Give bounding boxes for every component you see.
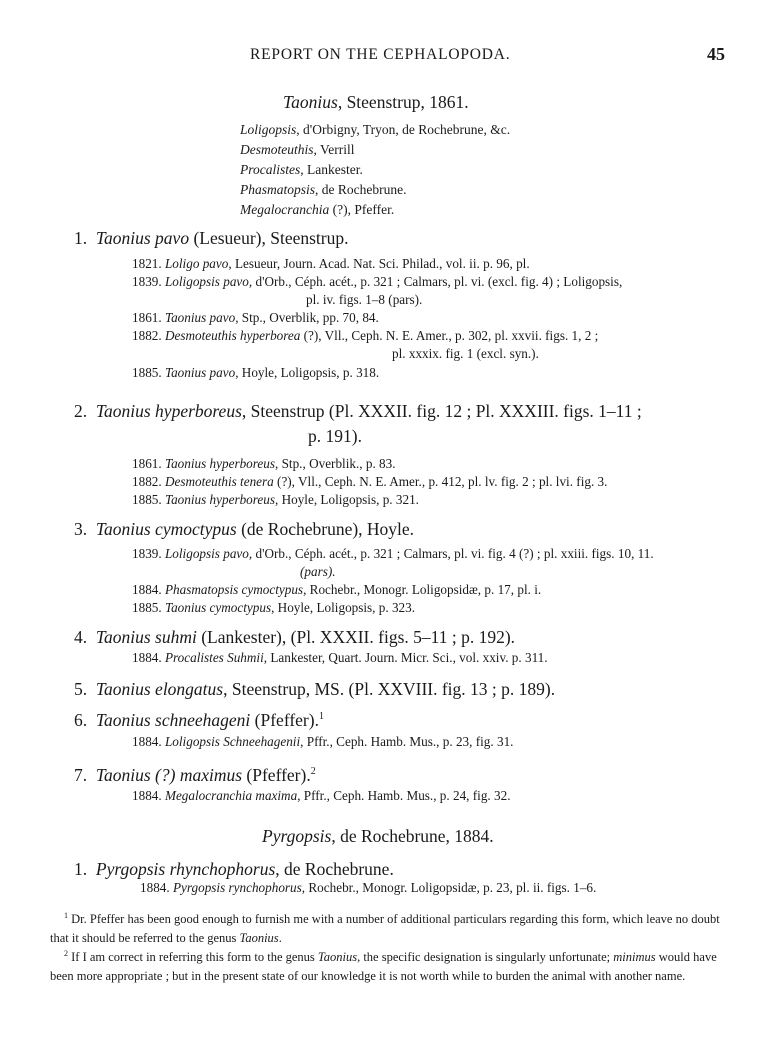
reference-line: 1839. Loligopsis pavo, d'Orb., Céph. acét., p. 321 ; Calmars, pl. vi. fig. 4 (?) ; pl. xxiii. figs. 10, 11. [132, 546, 654, 561]
species-heading: 5. Taonius elongatus, Steenstrup, MS. (Pl. XXVIII. fig. 13 ; p. 189). [74, 679, 556, 699]
reference-line: 1885. Taonius hyperboreus, Hoyle, Loligopsis, p. 321. [132, 492, 419, 507]
reference-line: 1885. Taonius cymoctypus, Hoyle, Loligopsis, p. 323. [132, 600, 416, 615]
synonym-line: Loligopsis, d'Orbigny, Tryon, de Rochebrune, &c. [240, 122, 511, 137]
species-heading: 4. Taonius suhmi (Lankester), (Pl. XXXII. figs. 5–11 ; p. 192). [74, 627, 516, 647]
footnote-marker: 1 [318, 711, 324, 723]
running-title: REPORT ON THE CEPHALOPODA. [250, 46, 511, 63]
page-number: 45 [707, 44, 725, 64]
reference-continuation: pl. xxxix. fig. 1 (excl. syn.). [392, 346, 539, 361]
species-heading: 1. Pyrgopsis rhynchophorus, de Rochebrune. [74, 859, 394, 879]
reference-continuation: (pars). [300, 564, 336, 579]
reference-line: 1882. Desmoteuthis tenera (?), Vll., Ceph. N. E. Amer., p. 412, pl. lv. fig. 2 ; pl. lvi. fig. 3. [132, 474, 608, 489]
synonym-line: Phasmatopsis, de Rochebrune. [240, 182, 407, 197]
species-heading: 3. Taonius cymoctypus (de Rochebrune), Hoyle. [74, 519, 415, 539]
reference-line: 1861. Taonius pavo, Stp., Overblik, pp. 70, 84. [132, 310, 379, 325]
reference-line: 1884. Megalocranchia maxima, Pffr., Ceph. Hamb. Mus., p. 24, fig. 32. [132, 788, 511, 803]
reference-line: 1884. Procalistes Suhmii, Lankester, Quart. Journ. Micr. Sci., vol. xxiv. p. 311. [132, 650, 548, 665]
reference-line: 1885. Taonius pavo, Hoyle, Loligopsis, p. 318. [132, 365, 380, 380]
reference-line: 1882. Desmoteuthis hyperborea (?), Vll., Ceph. N. E. Amer., p. 302, pl. xxvii. figs. 1, 2 ; [132, 328, 599, 343]
species-heading: 7. Taonius (?) maximus (Pfeffer).$^2$ [74, 765, 316, 785]
reference-line: 1839. Loligopsis pavo, d'Orb., Céph. acét., p. 321 ; Calmars, pl. vi. (excl. fig. 4) ; Loligopsis, [132, 274, 623, 289]
synonym-line: Procalistes, Lankester. [240, 162, 363, 177]
genus-heading-pyrgopsis: Pyrgopsis, de Rochebrune, 1884. [262, 826, 494, 846]
genus-authority: , Steenstrup, 1861. [337, 92, 469, 112]
reference-continuation: pl. iv. figs. 1–8 (pars). [306, 292, 423, 307]
species-heading: 2. Taonius hyperboreus, Steenstrup (Pl. XXXII. fig. 12 ; Pl. XXXIII. figs. 1–11 ; [74, 401, 642, 421]
reference-line: 1884. Loligopsis Schneehagenii, Pffr., Ceph. Hamb. Mus., p. 23, fig. 31. [132, 734, 514, 749]
species-heading: 1. Taonius pavo (Lesueur), Steenstrup. [74, 228, 349, 248]
genus-heading-taonius [283, 92, 469, 113]
reference-line: 1884. Phasmatopsis cymoctypus, Rochebr., Monogr. Loligopsidæ, p. 17, pl. i. [132, 582, 542, 597]
genus-name: Taonius [283, 92, 338, 112]
synonym-line: Desmoteuthis, Verrill [240, 142, 355, 157]
species-heading: 6. Taonius schneehageni (Pfeffer).$^1$ [74, 710, 324, 730]
synonym-line: Megalocranchia (?), Pfeffer. [240, 202, 395, 217]
footnote: $^1$ Dr. Pfeffer has been good enough to furnish me with a number of additional particulars regarding this form, which leave no doubt that it should be referred to the genus Taonius. [50, 911, 720, 946]
reference-line: 1861. Taonius hyperboreus, Stp., Overblik., p. 83. [132, 456, 396, 471]
footnote: $^2$ If I am correct in referring this form to the genus Taonius, the specific designation is singularly unfortunate; minimus would have been more appropriate ; but in the present state of our knowledge it is not worth while to burden the animal with another name. [50, 949, 717, 984]
footnote-marker: 2 [310, 766, 316, 778]
synonym-list [240, 120, 510, 220]
species-heading-continuation: p. 191). [308, 426, 362, 446]
reference-line: 1821. Loligo pavo, Lesueur, Journ. Acad. Nat. Sci. Philad., vol. ii. p. 96, pl. [132, 256, 530, 271]
reference-line: 1884. Pyrgopsis rynchophorus, Rochebr., Monogr. Loligopsidæ, p. 23, pl. ii. figs. 1–6. [140, 880, 597, 895]
